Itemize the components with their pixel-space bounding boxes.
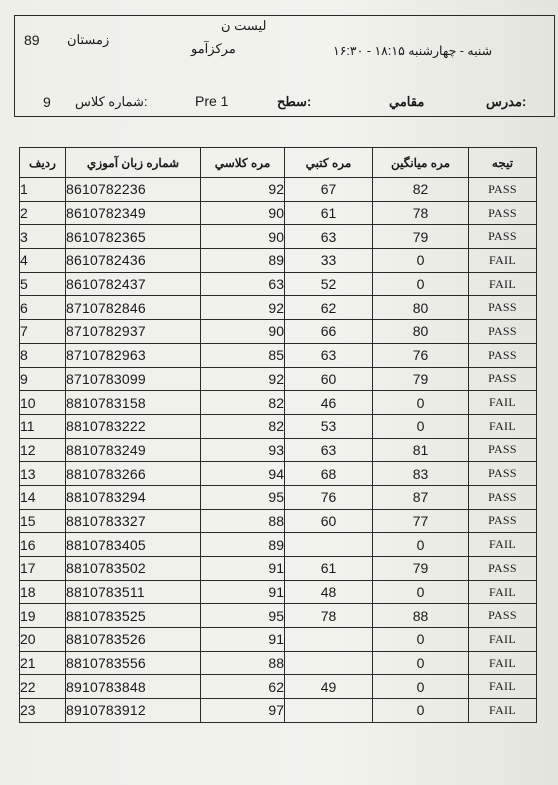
student-number: 8810783294 [66,485,201,509]
result-status: PASS [469,320,537,344]
level-label: سطح: [277,94,312,109]
result-status: PASS [469,201,537,225]
written-score: 33 [285,249,373,273]
written-score: 53 [285,414,373,438]
average-score: 83 [373,462,469,486]
table-row [20,296,537,320]
class-score: 85 [201,343,285,367]
row-index: 2 [20,201,66,225]
row-index: 14 [20,485,66,509]
column-header-result: تيجه [469,148,537,178]
column-header-index: رديف [20,148,66,178]
class-score: 63 [201,272,285,296]
row-index: 18 [20,580,66,604]
column-header-written-score: مره كتبي [285,148,373,178]
table-row [20,628,537,652]
class-score: 91 [201,628,285,652]
header-schedule: شنبه - چهارشنبه ۱۸:۱۵ - ۱۶:۳۰ [333,44,493,58]
average-score: 78 [373,201,469,225]
table-row [20,414,537,438]
average-score: 0 [373,391,469,415]
result-status: PASS [469,604,537,628]
row-index: 16 [20,533,66,557]
written-score: 76 [285,485,373,509]
result-status: PASS [469,296,537,320]
row-index: 22 [20,675,66,699]
class-score: 88 [201,651,285,675]
average-score: 80 [373,296,469,320]
student-number: 8810783266 [66,462,201,486]
student-number: 8610782365 [66,225,201,249]
average-score: 0 [373,675,469,699]
result-status: FAIL [469,628,537,652]
student-number: 8810783405 [66,533,201,557]
result-status: FAIL [469,699,537,723]
result-status: FAIL [469,272,537,296]
teacher-value: مقامي [389,94,425,109]
header-code: 89 [24,32,40,48]
result-status: FAIL [469,249,537,273]
table-row [20,201,537,225]
header-center: مركزآمو [191,41,236,56]
student-number: 8810783511 [66,580,201,604]
class-score: 97 [201,699,285,723]
row-index: 13 [20,462,66,486]
class-score: 91 [201,580,285,604]
result-status: PASS [469,225,537,249]
average-score: 81 [373,438,469,462]
written-score: 46 [285,391,373,415]
written-score [285,699,373,723]
average-score: 0 [373,249,469,273]
written-score [285,651,373,675]
student-number: 8710782846 [66,296,201,320]
row-index: 23 [20,699,66,723]
table-row [20,462,537,486]
result-status: PASS [469,343,537,367]
class-score: 92 [201,296,285,320]
written-score: 61 [285,201,373,225]
class-score: 62 [201,675,285,699]
row-index: 3 [20,225,66,249]
average-score: 77 [373,509,469,533]
column-header-class-score: مره كلاسي [201,148,285,178]
class-score: 95 [201,485,285,509]
table-row [20,225,537,249]
written-score: 67 [285,178,373,202]
average-score: 0 [373,414,469,438]
written-score: 68 [285,462,373,486]
written-score: 48 [285,580,373,604]
table-row [20,557,537,581]
result-status: PASS [469,462,537,486]
student-number: 8810783526 [66,628,201,652]
result-status: PASS [469,509,537,533]
written-score: 49 [285,675,373,699]
student-number: 8910783912 [66,699,201,723]
table-row [20,675,537,699]
row-index: 19 [20,604,66,628]
result-status: PASS [469,557,537,581]
student-number: 8610782236 [66,178,201,202]
result-status: PASS [469,438,537,462]
row-index: 1 [20,178,66,202]
table-row [20,343,537,367]
table-row [20,699,537,723]
student-number: 8910783848 [66,675,201,699]
row-index: 21 [20,651,66,675]
result-status: PASS [469,367,537,391]
result-status: PASS [469,178,537,202]
row-index: 7 [20,320,66,344]
average-score: 0 [373,651,469,675]
row-index: 17 [20,557,66,581]
table-row [20,272,537,296]
class-score: 90 [201,225,285,249]
written-score: 63 [285,343,373,367]
written-score: 60 [285,509,373,533]
student-number: 8810783327 [66,509,201,533]
student-number: 8710782963 [66,343,201,367]
average-score: 76 [373,343,469,367]
result-status: FAIL [469,533,537,557]
class-score: 92 [201,367,285,391]
student-number: 8810783158 [66,391,201,415]
written-score: 62 [285,296,373,320]
class-score: 82 [201,391,285,415]
written-score: 78 [285,604,373,628]
student-number: 8610782437 [66,272,201,296]
written-score: 63 [285,438,373,462]
average-score: 0 [373,533,469,557]
class-score: 88 [201,509,285,533]
row-index: 11 [20,414,66,438]
column-header-average-score: مره ميانگين [373,148,469,178]
table-row [20,367,537,391]
level-value: Pre 1 [195,93,229,109]
result-status: FAIL [469,391,537,415]
average-score: 79 [373,225,469,249]
student-number: 8710782937 [66,320,201,344]
class-score: 95 [201,604,285,628]
class-score: 90 [201,320,285,344]
average-score: 79 [373,367,469,391]
table-row [20,320,537,344]
written-score: 66 [285,320,373,344]
student-number: 8810783502 [66,557,201,581]
grades-table [19,147,537,723]
row-index: 9 [20,367,66,391]
result-status: FAIL [469,580,537,604]
table-row [20,249,537,273]
written-score: 60 [285,367,373,391]
header-term: زمستان [67,32,110,47]
student-number: 8610782436 [66,249,201,273]
student-number: 8610782349 [66,201,201,225]
student-number: 8810783556 [66,651,201,675]
average-score: 0 [373,628,469,652]
table-row [20,651,537,675]
table-row [20,509,537,533]
average-score: 79 [373,557,469,581]
row-index: 20 [20,628,66,652]
class-number-label: شماره كلاس: [75,94,148,109]
row-index: 15 [20,509,66,533]
row-index: 6 [20,296,66,320]
average-score: 82 [373,178,469,202]
written-score: 52 [285,272,373,296]
class-score: 89 [201,533,285,557]
average-score: 87 [373,485,469,509]
average-score: 0 [373,272,469,296]
class-score: 91 [201,557,285,581]
student-number: 8810783222 [66,414,201,438]
written-score [285,533,373,557]
table-row [20,580,537,604]
table-row [20,485,537,509]
row-index: 4 [20,249,66,273]
written-score: 63 [285,225,373,249]
row-index: 10 [20,391,66,415]
table-row [20,533,537,557]
class-score: 92 [201,178,285,202]
average-score: 88 [373,604,469,628]
grades-table-body [20,178,537,723]
class-score: 89 [201,249,285,273]
column-header-student-number: شماره زبان آموزي [66,148,201,178]
row-index: 5 [20,272,66,296]
class-score: 82 [201,414,285,438]
class-score: 93 [201,438,285,462]
result-status: PASS [469,485,537,509]
class-number-value: 9 [43,94,51,110]
written-score [285,628,373,652]
written-score: 61 [285,557,373,581]
student-number: 8710783099 [66,367,201,391]
table-header-row [20,148,537,178]
table-row [20,391,537,415]
average-score: 0 [373,699,469,723]
class-score: 90 [201,201,285,225]
class-score: 94 [201,462,285,486]
result-status: FAIL [469,651,537,675]
header-box [14,15,555,117]
result-status: FAIL [469,675,537,699]
table-row [20,604,537,628]
teacher-label: مدرس: [486,94,527,109]
table-row [20,178,537,202]
header-title: ليست ن [221,18,267,33]
row-index: 12 [20,438,66,462]
row-index: 8 [20,343,66,367]
average-score: 80 [373,320,469,344]
average-score: 0 [373,580,469,604]
table-row [20,438,537,462]
student-number: 8810783525 [66,604,201,628]
result-status: FAIL [469,414,537,438]
student-number: 8810783249 [66,438,201,462]
